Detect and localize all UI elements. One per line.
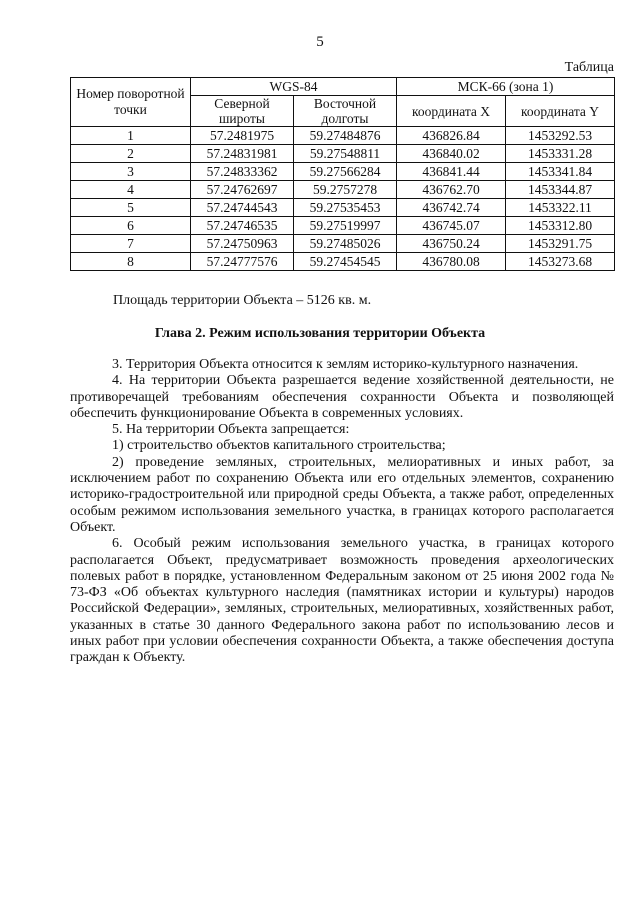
- y-value: 1453344.87: [506, 181, 615, 199]
- point-number: 3: [71, 163, 191, 181]
- latitude-value: 57.24746535: [191, 217, 294, 235]
- point-number: 8: [71, 253, 191, 271]
- longitude-value: 59.27454545: [294, 253, 397, 271]
- x-value: 436841.44: [397, 163, 506, 181]
- header-msk66: МСК-66 (зона 1): [397, 78, 615, 96]
- longitude-value: 59.27484876: [294, 127, 397, 145]
- x-value: 436762.70: [397, 181, 506, 199]
- y-value: 1453273.68: [506, 253, 615, 271]
- header-north-latitude: Северной широты: [191, 96, 294, 127]
- latitude-value: 57.24777576: [191, 253, 294, 271]
- header-coordinate-x: координата X: [397, 96, 506, 127]
- point-number: 2: [71, 145, 191, 163]
- table-row: [71, 199, 615, 217]
- point-number: 4: [71, 181, 191, 199]
- latitude-value: 57.2481975: [191, 127, 294, 145]
- y-value: 1453292.53: [506, 127, 615, 145]
- latitude-value: 57.24744543: [191, 199, 294, 217]
- page-number: 5: [316, 34, 324, 50]
- table-row: [71, 181, 615, 199]
- latitude-value: 57.24750963: [191, 235, 294, 253]
- latitude-value: 57.24833362: [191, 163, 294, 181]
- longitude-value: 59.27566284: [294, 163, 397, 181]
- header-point-number: Номер поворотной точки: [71, 78, 191, 127]
- x-value: 436742.74: [397, 199, 506, 217]
- point-number: 1: [71, 127, 191, 145]
- point-number: 7: [71, 235, 191, 253]
- header-wgs84: WGS-84: [191, 78, 397, 96]
- table-row: [71, 127, 615, 145]
- point-number: 6: [71, 217, 191, 235]
- body-text: [70, 357, 614, 667]
- table-row: [71, 217, 615, 235]
- latitude-value: 57.24831981: [191, 145, 294, 163]
- y-value: 1453291.75: [506, 235, 615, 253]
- x-value: 436826.84: [397, 127, 506, 145]
- point-number: 5: [71, 199, 191, 217]
- latitude-value: 57.24762697: [191, 181, 294, 199]
- paragraph-5: 5. На территории Объекта запрещается:: [112, 422, 350, 438]
- longitude-value: 59.2757278: [294, 181, 397, 199]
- table-caption: Таблица: [564, 60, 614, 75]
- y-value: 1453341.84: [506, 163, 615, 181]
- header-coordinate-y: координата Y: [506, 96, 615, 127]
- longitude-value: 59.27485026: [294, 235, 397, 253]
- table-row: [71, 163, 615, 181]
- y-value: 1453322.11: [506, 199, 615, 217]
- area-statement: Площадь территории Объекта – 5126 кв. м.: [113, 293, 372, 308]
- coordinates-table: [70, 77, 615, 271]
- paragraph-5-item-2: 2) проведение земляных, строительных, мелиоративных и иных работ, за исключением работ по сохранению Объекта или его отдельных элементов, сохранению историко-градостроительной или природной среды Объекта, а также работ, определенных особым режимом использования земельного участка, в границах которого располагается Объект.: [70, 454, 614, 535]
- table-row: [71, 235, 615, 253]
- y-value: 1453331.28: [506, 145, 615, 163]
- x-value: 436840.02: [397, 145, 506, 163]
- paragraph-6: 6. Особый режим использования земельного участка, в границах которого располагается Объект, предусматривает возможность проведения археологических полевых работ в порядке, установленном Федеральным законом от 25 июня 2002 года № 73-ФЗ «Об объектах культурного наследия (памятниках истории и культуры) народов Российской Федерации», земляных, строительных, мелиоративных, хозяйственных работ, указанных в статье 30 данного Федерального закона работ по использованию лесов и иных работ при условии обеспечения сохранности Объекта, а также обеспечения доступа граждан к Объекту.: [70, 536, 614, 666]
- header-east-longitude: Восточной долготы: [294, 96, 397, 127]
- table-row: [71, 145, 615, 163]
- longitude-value: 59.27548811: [294, 145, 397, 163]
- x-value: 436745.07: [397, 217, 506, 235]
- x-value: 436780.08: [397, 253, 506, 271]
- longitude-value: 59.27519997: [294, 217, 397, 235]
- paragraph-3: 3. Территория Объекта относится к землям историко-культурного назначения.: [112, 357, 579, 372]
- table-row: [71, 253, 615, 271]
- paragraph-4: 4. На территории Объекта разрешается ведение хозяйственной деятельности, не противоречащей требованиям обеспечения сохранности Объекта и позволяющей обеспечить функционирование Объекта в современных условиях.: [70, 373, 614, 421]
- chapter-title: Глава 2. Режим использования территории Объекта: [154, 326, 486, 341]
- longitude-value: 59.27535453: [294, 199, 397, 217]
- paragraph-5-item-1: 1) строительство объектов капитального строительства;: [112, 438, 446, 454]
- y-value: 1453312.80: [506, 217, 615, 235]
- x-value: 436750.24: [397, 235, 506, 253]
